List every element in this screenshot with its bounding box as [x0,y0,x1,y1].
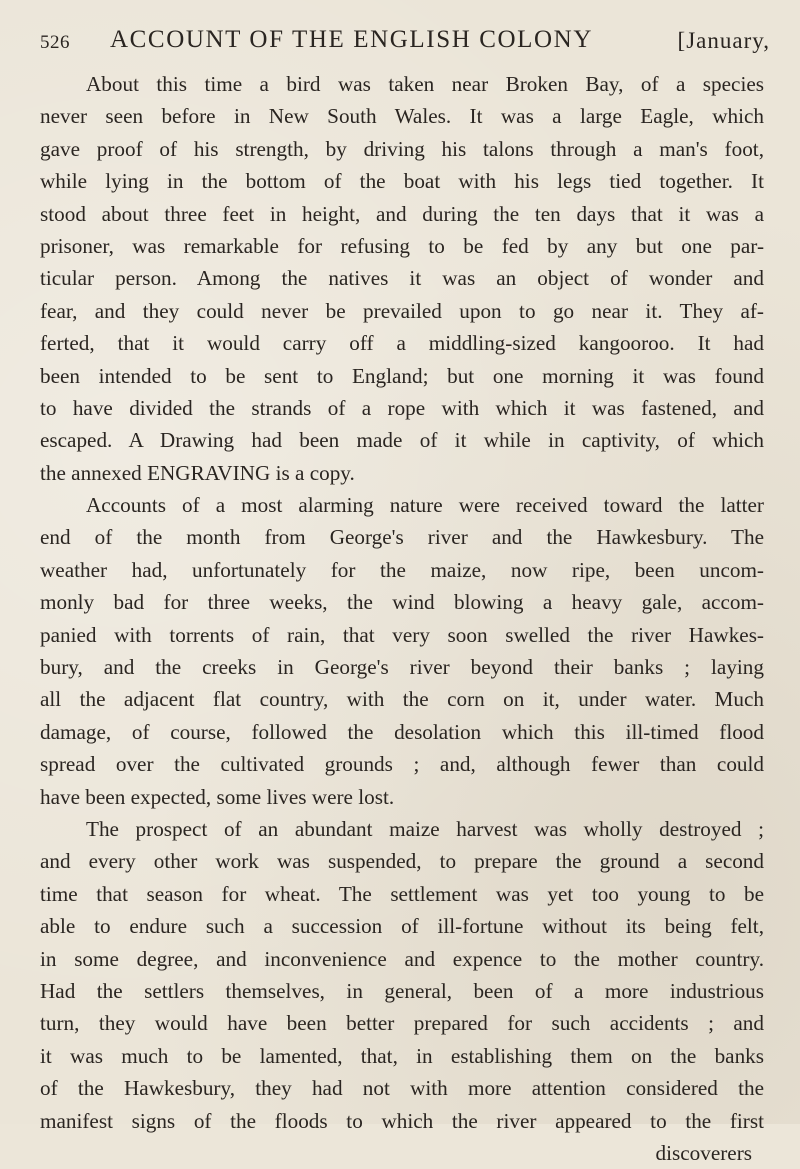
text-line: able to endure such a succession of ill-fortune without its being felt, [40,914,764,939]
text-line: The prospect of an abundant maize harvest was wholly destroyed ; [86,816,764,841]
text-line: of the Hawkesbury, they had not with more attention considered the [40,1076,764,1101]
text-line: never seen before in New South Wales. It was a large Eagle, which [40,104,764,129]
text-line: About this time a bird was taken near Broken Bay, of a species [86,72,764,96]
text-line: monly bad for three weeks, the wind blowing a heavy gale, accom- [40,590,764,615]
text-line: fear, and they could never be prevailed upon to go near it. They af- [40,298,764,323]
page-number: 526 [40,32,70,53]
text-line: been intended to be sent to England; but one morning it was found [40,363,764,388]
text-line: gave proof of his strength, by driving his talons through a man's foot, [40,136,764,161]
text-line: end of the month from George's river and the Hawkesbury. The [40,525,764,550]
text-line: damage, of course, followed the desolation which this ill-timed flood [40,719,764,744]
running-title: ACCOUNT OF THE ENGLISH COLONY [110,26,593,53]
text-line: escaped. A Drawing had been made of it while in captivity, of which [40,428,764,453]
text-line: all the adjacent flat country, with the corn on it, under water. Much [40,687,764,712]
catchword: discoverers [655,1140,752,1165]
text-line: turn, they would have been better prepared for such accidents ; and [40,1011,764,1036]
text-line: it was much to be lamented, that, in establishing them on the banks [40,1043,764,1068]
text-line: weather had, unfortunately for the maize, now ripe, been uncom- [40,557,764,582]
text-line: to have divided the strands of a rope with which it was fastened, and [40,395,764,420]
text-line: and every other work was suspended, to prepare the ground a second [40,849,764,874]
text-line: spread over the cultivated grounds ; and, although fewer than could [40,752,764,777]
text-line: while lying in the bottom of the boat with his legs tied together. It [40,169,764,194]
page-header [40,24,770,64]
text-line: the annexed ENGRAVING is a copy. [40,460,355,485]
text-line: Had the settlers themselves, in general, been of a more industrious [40,978,764,1003]
body-text [40,68,764,1169]
running-month: [January, [677,28,770,53]
text-line: prisoner, was remarkable for refusing to be fed by any but one par- [40,233,764,258]
text-line: stood about three feet in height, and during the ten days that it was a [40,201,764,226]
text-line: in some degree, and inconvenience and expence to the mother country. [40,946,764,971]
text-line: ferted, that it would carry off a middling-sized kangooroo. It had [40,331,764,356]
text-line: manifest signs of the floods to which the river appeared to the first [40,1108,764,1133]
text-line: time that season for wheat. The settlement was yet too young to be [40,881,764,906]
text-line: have been expected, some lives were lost. [40,784,395,809]
text-line: Accounts of a most alarming nature were received toward the latter [86,493,764,518]
text-line: ticular person. Among the natives it was an object of wonder and [40,266,764,291]
text-line: bury, and the creeks in George's river beyond their banks ; laying [40,655,764,680]
text-line: panied with torrents of rain, that very soon swelled the river Hawkes- [40,622,764,647]
